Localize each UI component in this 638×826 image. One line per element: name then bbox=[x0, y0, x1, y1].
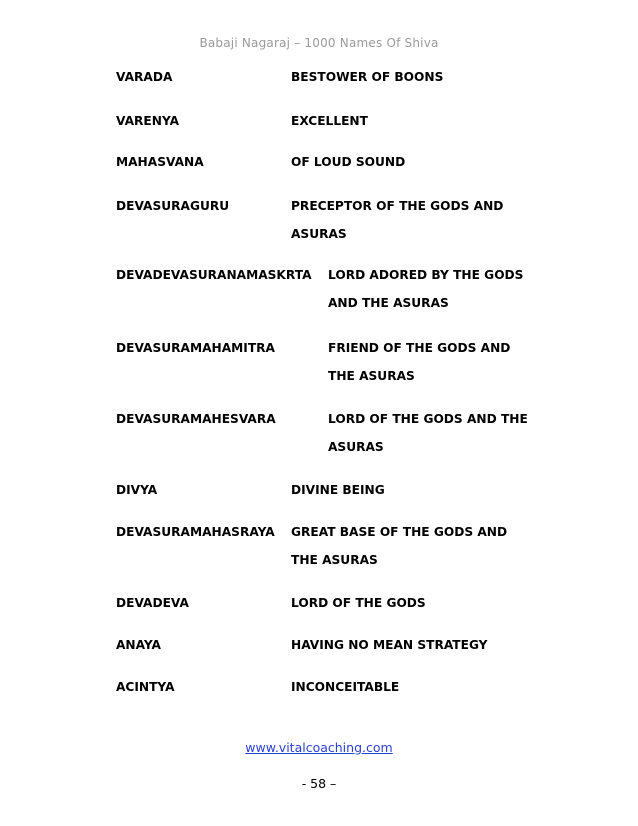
name-meaning: GREAT BASE OF THE GODS AND bbox=[291, 525, 508, 539]
name-meaning-continued: ASURAS bbox=[328, 440, 384, 454]
name-meaning: PRECEPTOR OF THE GODS AND bbox=[291, 199, 504, 213]
name-term: DEVASURAMAHESVARA bbox=[116, 412, 276, 426]
name-meaning-continued: ASURAS bbox=[291, 227, 347, 241]
name-term: VARENYA bbox=[116, 114, 180, 128]
name-meaning: LORD ADORED BY THE GODS bbox=[328, 268, 524, 282]
name-meaning-continued: THE ASURAS bbox=[328, 369, 415, 383]
name-meaning: OF LOUD SOUND bbox=[291, 155, 406, 169]
name-meaning: DIVINE BEING bbox=[291, 483, 385, 497]
name-term: DEVASURAMAHAMITRA bbox=[116, 341, 275, 355]
name-term: DEVASURAGURU bbox=[116, 199, 230, 213]
page-number: - 58 – bbox=[301, 776, 337, 791]
name-term: VARADA bbox=[116, 70, 173, 84]
name-term: ACINTYA bbox=[116, 680, 175, 694]
name-meaning: EXCELLENT bbox=[291, 114, 368, 128]
name-term: MAHASVANA bbox=[116, 155, 204, 169]
name-term: DEVADEVA bbox=[116, 596, 189, 610]
name-term: DIVYA bbox=[116, 483, 158, 497]
website-link[interactable]: www.vitalcoaching.com bbox=[245, 740, 393, 755]
page-header: Babaji Nagaraj – 1000 Names Of Shiva bbox=[199, 36, 439, 50]
name-meaning: LORD OF THE GODS bbox=[291, 596, 426, 610]
name-meaning: INCONCEITABLE bbox=[291, 680, 400, 694]
name-term: DEVASURAMAHASRAYA bbox=[116, 525, 275, 539]
name-term: DEVADEVASURANAMASKRTA bbox=[116, 268, 312, 282]
name-meaning: FRIEND OF THE GODS AND bbox=[328, 341, 511, 355]
name-meaning-continued: AND THE ASURAS bbox=[328, 296, 449, 310]
name-meaning-continued: THE ASURAS bbox=[291, 553, 378, 567]
name-term: ANAYA bbox=[116, 638, 161, 652]
name-meaning: LORD OF THE GODS AND THE bbox=[328, 412, 528, 426]
name-meaning: BESTOWER OF BOONS bbox=[291, 70, 444, 84]
name-meaning: HAVING NO MEAN STRATEGY bbox=[291, 638, 488, 652]
